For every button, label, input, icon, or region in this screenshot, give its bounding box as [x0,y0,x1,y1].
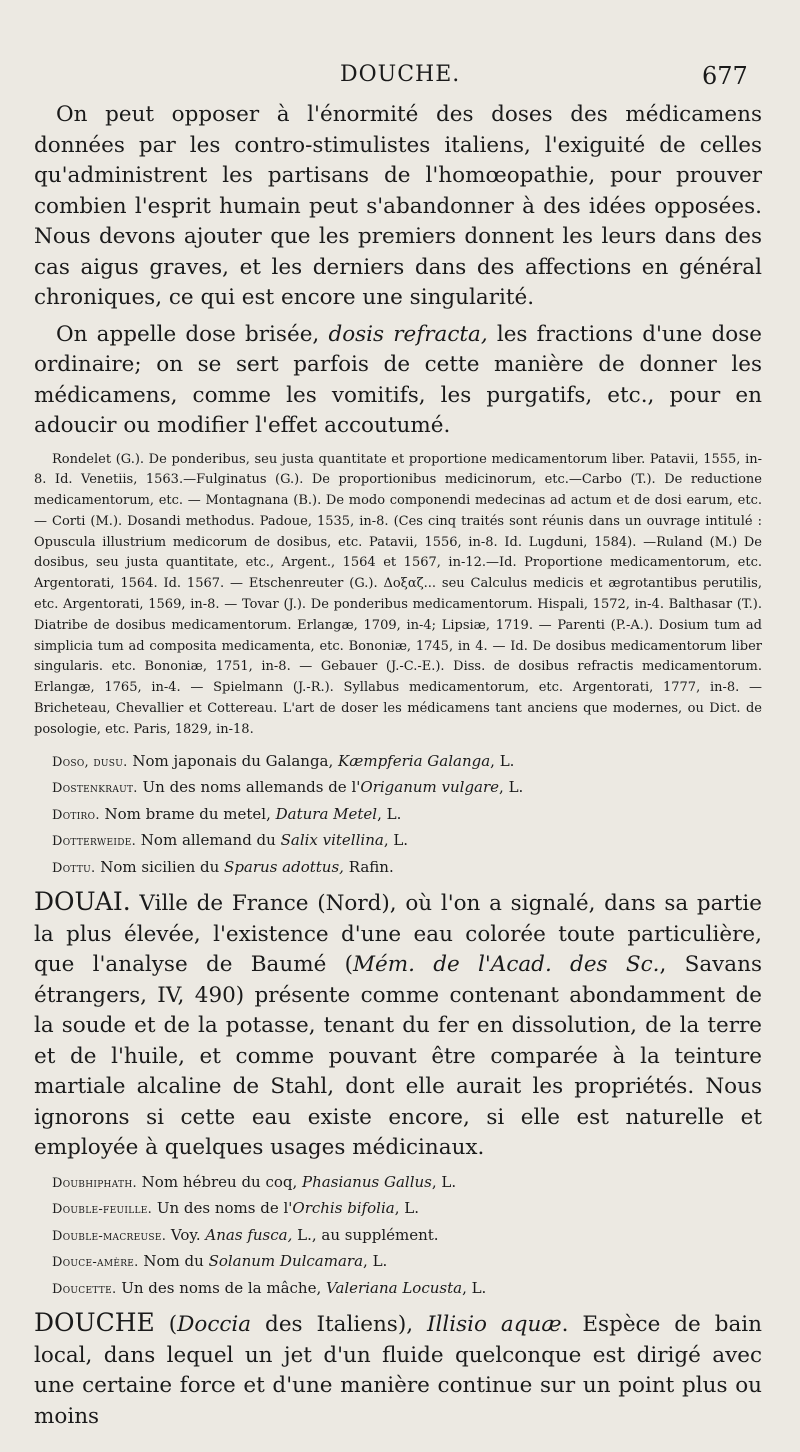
headword-douai: DOUAI. [34,887,131,917]
running-title: DOUCHE. [340,62,461,87]
entry-tail: , L. [462,1278,487,1297]
paragraph-douche [34,1308,762,1432]
entries-dou [34,1170,762,1303]
entry-italic: Valeriana Locusta [325,1278,463,1297]
entry-text: Un des noms de l' [152,1199,293,1218]
headword: Double-feuille. [52,1202,153,1218]
entry-doso [34,749,762,776]
headword: Dotiro. [52,807,100,823]
entry-italic: Kæmpferia Galanga [338,751,491,770]
entry-douce-amere [34,1249,762,1276]
entry-dotiro [34,802,762,829]
page-number: 677 [702,62,748,90]
headword: Dottu. [52,860,96,876]
headword: Dostenkraut. [52,781,138,797]
headword-douche: DOUCHE [34,1308,155,1338]
entry-italic: Orchis bifolia [292,1199,395,1218]
bibliography: Rondelet (G.). De ponderibus, seu justa quantitate et proportione medicamentorum liber. Patavii, 1555, in-8. Id. Venetiis, 1563.—Fulginatus (G.). De proportionibus medicinorum, etc.—Carbo (T.). De reductione medicamentorum, etc. — Montagnana (B.). De modo componendi medecinas ad actum et de dosi earum, etc. — Corti (M.). Dosandi methodus. Padoue, 1535, in-8. (Ces cinq traités sont réunis dans un ouvrage intitulé : Opuscula illustrium medicorum de dosibus, etc. Patavii, 1556, in-8. Id. Lugduni, 1584). —Ruland (M.) De dosibus, seu justa quantitate, etc., Argent., 1564 et 1567, in-12.—Id. Proportione medicamentorum, etc. Argentorati, 1564. Id. 1567. — Etschenreuter (G.). Δοξαζ... seu Calculus medicis et ægrotantibus perutilis, etc. Argentorati, 1569, in-8. — Tovar (J.). De ponderibus medicamentorum. Hispali, 1572, in-4. Balthasar (T.). Diatribe de dosibus medicamentorum. Erlangæ, 1709, in-4; Lipsiæ, 1719. — Parenti (P.-A.). Dosium tum ad simplicia tum ad composita medicamenta, etc. Bononiæ, 1745, in 4. — Id. De dosibus medicamentorum liber singularis. etc. Bononiæ, 1751, in-8. — Gebauer (J.-C.-E.). Diss. de dosibus refractis medicamentorum. Erlangæ, 1765, in-4. — Spielmann (J.-R.). Syllabus medicamentorum, etc. Argentorati, 1777, in-8. — Bricheteau, Chevallier et Cottereau. L'art de doser les médicamens tant anciens que modernes, ou Dict. de posologie, etc. Paris, 1829, in-18. [34,451,762,737]
entry-text: Nom brame du metel, [99,804,276,823]
entry-text: Voy. [166,1225,206,1244]
douche-text-2: des Italiens), [251,1312,427,1338]
entry-text: Nom sicilien du [95,857,225,876]
entry-double-feuille [34,1196,762,1223]
entry-italic: Sparus adottus, [224,857,344,876]
entry-tail: , L. [363,1252,388,1271]
entry-italic: Anas fusca, [205,1225,293,1244]
entry-dotterweide [34,828,762,855]
douai-reference: Mém. de l'Acad. des Sc. [352,952,660,978]
entry-doucette [34,1276,762,1303]
entry-italic: Salix vitellina [280,831,384,850]
entry-text: Nom hébreu du coq, [136,1172,303,1191]
entry-dottu [34,855,762,882]
douche-text-1: ( [154,1312,178,1338]
entry-text: Un des noms allemands de l' [137,778,361,797]
entry-tail: L., au supplément. [292,1225,439,1244]
headword: Double-macreuse. [52,1228,167,1244]
entry-dostenkraut [34,775,762,802]
entry-text: Nom du [138,1252,209,1271]
entry-text: Un des noms de la mâche, [116,1278,326,1297]
entry-italic: Solanum Dulcamara [208,1252,364,1271]
dose-brisee-after: les fractions d'une dose ordinaire; on se sert parfois de cette manière de donner les médicamens, comme les vomitifs, les purgatifs, etc., pour en adoucir ou modifier l'effet accoutumé. [34,321,762,438]
entry-tail: , L. [431,1172,457,1191]
headword: Doucette. [52,1281,117,1297]
entry-tail: Rafin. [343,857,394,876]
entry-tail: , L. [394,1199,419,1218]
headword: Doubhiphath. [52,1175,137,1191]
entry-double-macreuse [34,1223,762,1250]
entry-text: Nom japonais du Galanga, [127,751,339,770]
entry-italic: Datura Metel [275,804,378,823]
douche-text-3: . Espèce de bain local, dans lequel un jet d'un fluide quelconque est dirigé avec une certaine force et d'une manière continue sur un point plus ou moins [34,1312,762,1429]
entry-italic: Phasianus Gallus [302,1172,432,1191]
douai-text-2: , Savans étrangers, IV, 490) présente comme contenant abondamment de la soude et de la potasse, tenant du fer en dissolution, de la terre et de l'huile, et comme pouvant être comparée à la teinture martiale alcaline de Stahl, dont elle aurait les propriétés. Nous ignorons si cette eau existe encore, si elle est naturelle et employée à quelques usages médicinaux. [34,952,762,1161]
headword: Doso, dusu. [52,754,128,770]
page-header [0,62,800,98]
entry-italic: Origanum vulgare [360,778,500,797]
entry-tail: , L. [499,778,524,797]
dose-brisee-before: On appelle dose brisée, [56,321,329,347]
douai-text-1: Ville de France (Nord), où l'on a signalé, dans sa partie la plus élevée, l'existence d'une eau colorée toute particulière, que l'analyse de Baumé ( [34,891,762,978]
headword: Dotterweide. [52,834,137,850]
entry-tail: , L. [377,804,402,823]
entries-do [34,749,762,882]
paragraph-doses: On peut opposer à l'énormité des doses des médicamens données par les contro-stimulistes italiens, l'exiguité de celles qu'administrent les partisans de l'homœopathie, pour prouver combien l'esprit humain peut s'abandonner à des idées opposées. Nous devons ajouter que les premiers donnent les leurs dans des cas aigus graves, et les derniers dans des affections en général chroniques, ce qui est encore une singularité. [34,102,762,310]
dose-brisee-term: dosis refracta, [328,321,488,347]
entry-text: Nom allemand du [136,831,281,850]
body-text [34,100,762,1438]
douche-italic-1: Doccia [177,1312,252,1338]
entry-tail: , L. [383,831,409,850]
entry-tail: , L. [490,751,515,770]
paragraph-dose-brisee [34,320,762,442]
entry-doubhiphath [34,1170,762,1197]
headword: Douce-amère. [52,1255,139,1271]
douche-italic-2: Illisio aquæ [427,1312,562,1338]
paragraph-douai [34,887,762,1164]
